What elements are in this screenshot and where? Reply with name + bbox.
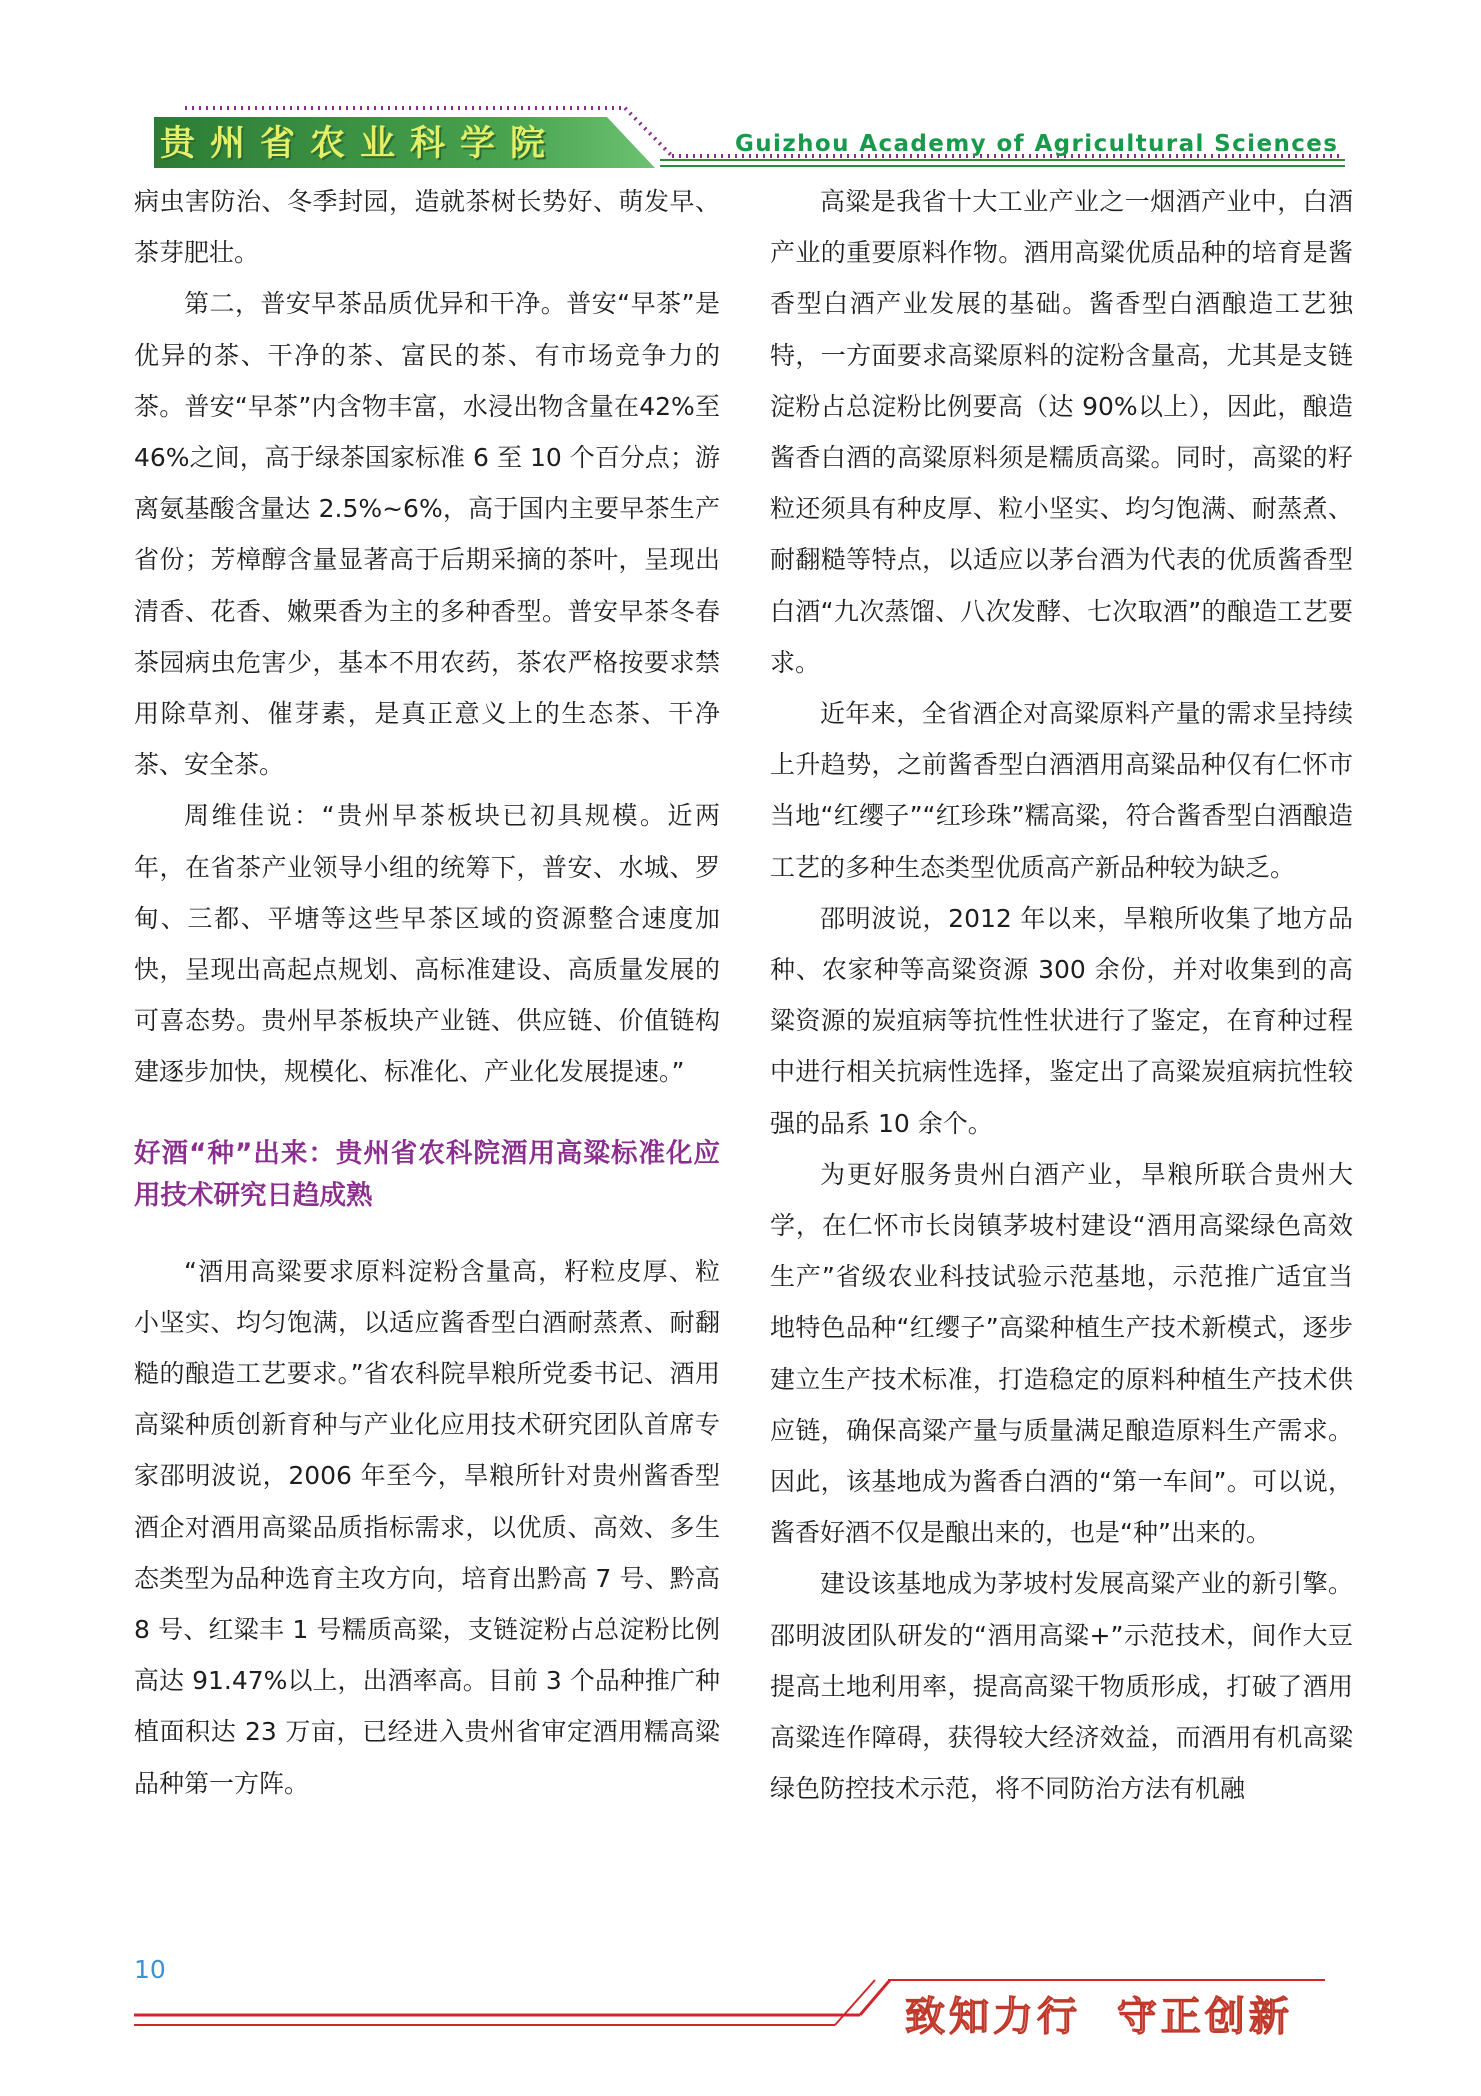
left-column (134, 176, 720, 1809)
section-heading: 好酒“种”出来：贵州省农科院酒用高粱标准化应用技术研究日趋成熟 (134, 1137, 720, 1211)
left-paragraph-2: 第二，普安早茶品质优异和干净。普安“早茶”是优异的茶、干净的茶、富民的茶、有市场竞争力的茶。普安“早茶”内含物丰富，水浸出物含量在42%至 46%之间，高于绿茶国家标准 6 至 10 个百分点；游离氨基酸含量达 2.5%~6%，高于国内主要早茶生产省份；芳樟醇含量显著高于后期采摘的茶叶，呈现出清香、花香、嫩栗香为主的多种香型。普安早茶冬春茶园病虫危害少，基本不用农药，茶农严格按要求禁用除草剂、催芽素，是真正意义上的生态茶、干净茶、安全茶。 (134, 289, 720, 780)
left-paragraph-4: “酒用高粱要求原料淀粉含量高，籽粒皮厚、粒小坚实、均匀饱满，以适应酱香型白酒耐蒸煮、耐翻糙的酿造工艺要求。”省农科院旱粮所党委书记、酒用高粱种质创新育种与产业化应用技术研究团队首席专家邵明波说，2006 年至今，旱粮所针对贵州酱香型酒企对酒用高粱品质指标需求，以优质、高效、多生态类型为品种选育主攻方向，培育出黔高 7 号、黔高 8 号、红粱丰 1 号糯质高粱，支链淀粉占总淀粉比例高达 91.47%以上，出酒率高。目前 3 个品种推广种植面积达 23 万亩，已经进入贵州省审定酒用糯高粱品种第一方阵。 (134, 1256, 720, 1798)
left-paragraph-1: 病虫害防治、冬季封园，造就茶树长势好、萌发早、茶芽肥壮。 (134, 187, 720, 268)
left-paragraph-3: 周维佳说：“贵州早茶板块已初具规模。近两年，在省茶产业领导小组的统筹下，普安、水城、罗甸、三都、平塘等这些早茶区域的资源整合速度加快，呈现出高起点规划、高标准建设、高质量发展的可喜态势。贵州早茶板块产业链、供应链、价值链构建逐步加快，规模化、标准化、产业化发展提速。” (134, 801, 720, 1087)
header-title-en: Guizhou Academy of Agricultural Sciences (735, 131, 1339, 157)
page-header (0, 0, 1481, 175)
header-title-cn: 贵州省农业科学院 (160, 124, 561, 164)
footer-slogan: 致知力行 守正创新 (905, 1994, 1293, 2040)
page-number: 10 (134, 1955, 166, 1984)
right-paragraph-1: 高粱是我省十大工业产业之一烟酒产业中，白酒产业的重要原料作物。酒用高粱优质品种的培育是酱香型白酒产业发展的基础。酱香型白酒酿造工艺独特，一方面要求高粱原料的淀粉含量高，尤其是支链淀粉占总淀粉比例要高（达 90%以上），因此，酿造酱香白酒的高粱原料须是糯质高粱。同时，高粱的籽粒还须具有种皮厚、粒小坚实、均匀饱满、耐蒸煮、耐翻糙等特点，以适应以茅台酒为代表的优质酱香型白酒“九次蒸馏、八次发酵、七次取酒”的酿造工艺要求。 (770, 187, 1353, 677)
right-paragraph-2: 近年来，全省酒企对高粱原料产量的需求呈持续上升趋势，之前酱香型白酒酒用高粱品种仅有仁怀市当地“红缨子”“红珍珠”糯高粱，符合酱香型白酒酿造工艺的多种生态类型优质高产新品种较为缺乏。 (770, 699, 1353, 882)
right-paragraph-5: 建设该基地成为茅坡村发展高粱产业的新引擎。邵明波团队研发的“酒用高粱+”示范技术，间作大豆提高土地利用率，提高高粱干物质形成，打破了酒用高粱连作障碍，获得较大经济效益，而酒用有机高粱绿色防控技术示范，将不同防治方法有机融 (770, 1569, 1353, 1804)
right-paragraph-4: 为更好服务贵州白酒产业，旱粮所联合贵州大学，在仁怀市长岗镇茅坡村建设“酒用高粱绿色高效生产”省级农业科技试验示范基地，示范推广适宜当地特色品种“红缨子”高粱种植生产技术新模式，逐步建立生产技术标准，打造稳定的原料种植生产技术供应链，确保高粱产量与质量满足酿造原料生产需求。因此，该基地成为酱香白酒的“第一车间”。可以说，酱香好酒不仅是酿出来的，也是“种”出来的。 (770, 1159, 1353, 1548)
right-paragraph-3: 邵明波说，2012 年以来，旱粮所收集了地方品种、农家种等高粱资源 300 余份，并对收集到的高粱资源的炭疽病等抗性性状进行了鉴定，在育种过程中进行相关抗病性选择，鉴定出了高粱炭疽病抗性较强的品系 10 余个。 (770, 903, 1353, 1138)
right-column (770, 176, 1353, 1815)
